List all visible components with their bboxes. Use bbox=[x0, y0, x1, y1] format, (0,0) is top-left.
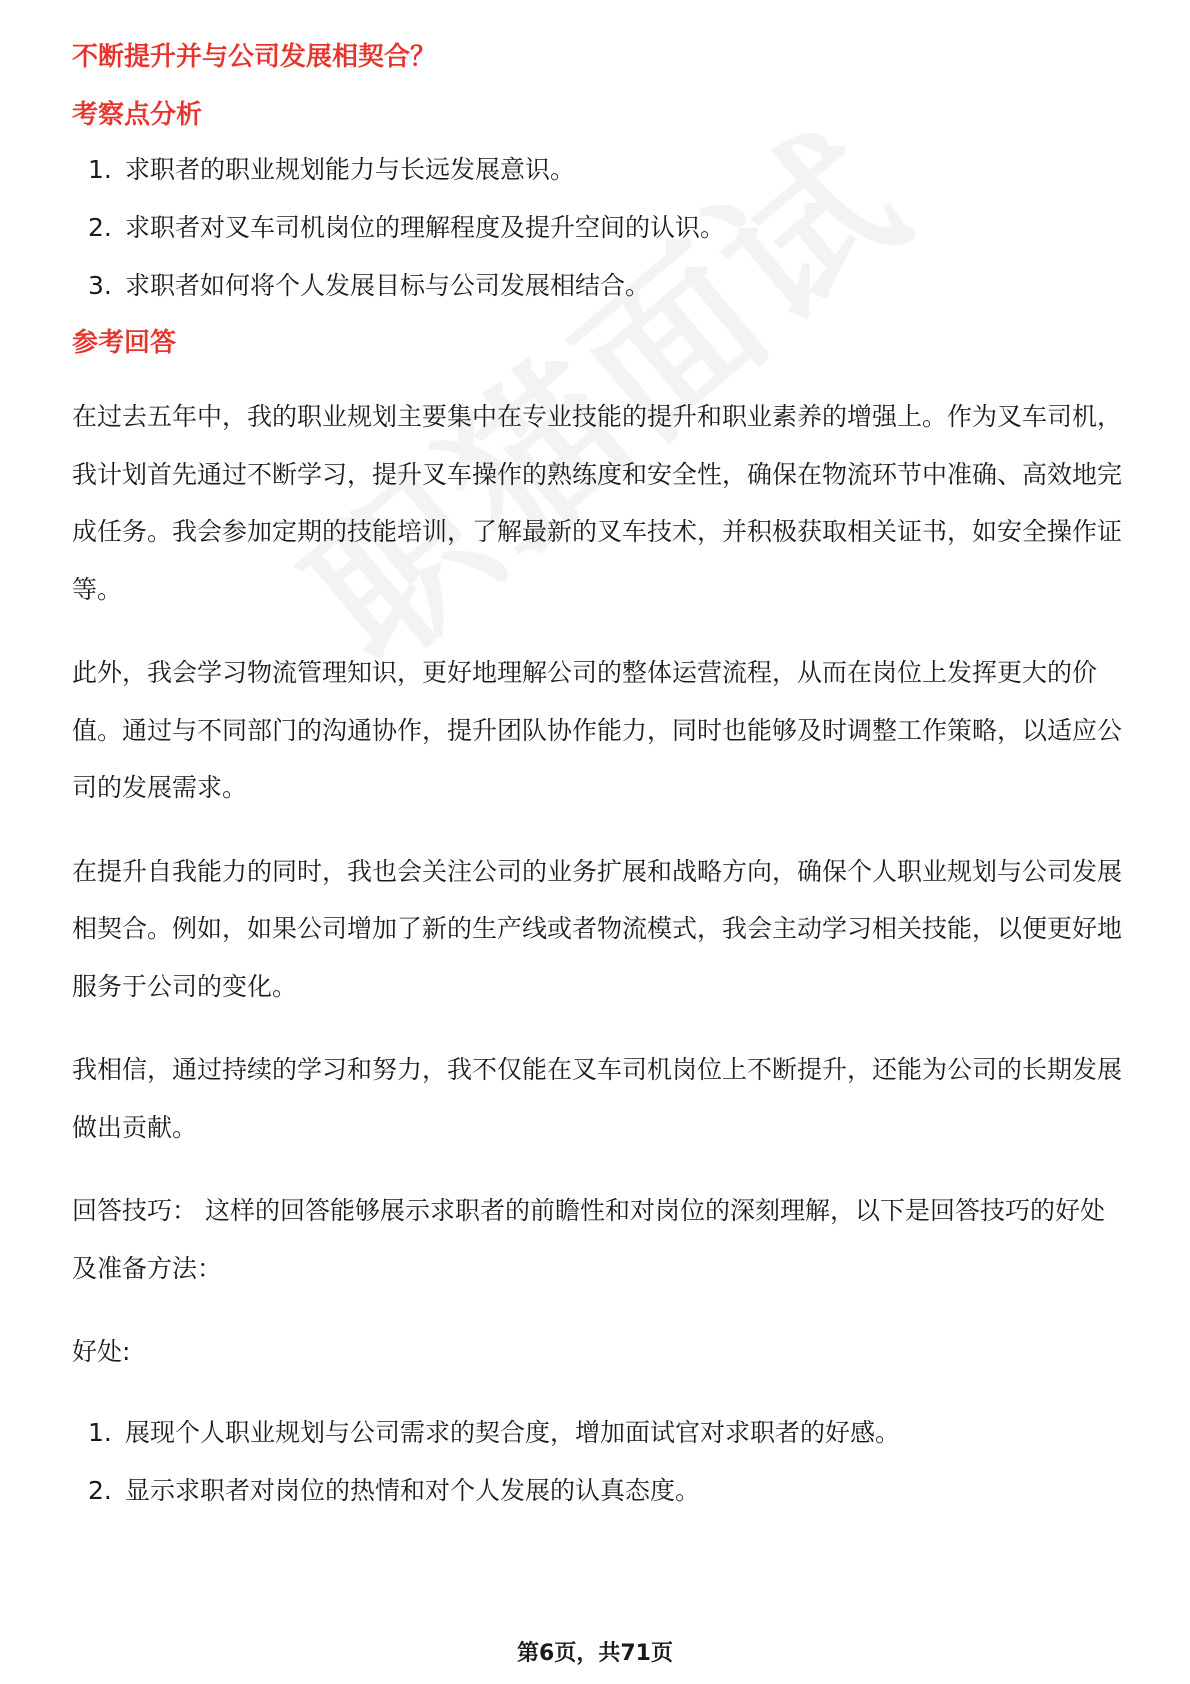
list-item: 2. 显示求职者对岗位的热情和对个人发展的认真态度。 bbox=[88, 1475, 701, 1505]
list-item: 1. 求职者的职业规划能力与长远发展意识。 bbox=[88, 155, 576, 184]
content bbox=[72, 38, 1122, 1529]
tips-intro: 回答技巧： 这样的回答能够展示求职者的前瞻性和对岗位的深刻理解，以下是回答技巧的好处及准备方法： bbox=[72, 1196, 1105, 1283]
analysis-item-2: 求职者对叉车司机岗位的理解程度及提升空间的认识。 bbox=[125, 213, 726, 242]
analysis-item-3: 求职者如何将个人发展目标与公司发展相结合。 bbox=[125, 271, 651, 300]
question-title-tail: 不断提升并与公司发展相契合？ bbox=[72, 42, 437, 72]
answer-paragraph-1: 在过去五年中，我的职业规划主要集中在专业技能的提升和职业素养的增强上。作为叉车司机，我计划首先通过不断学习，提升叉车操作的熟练度和安全性，确保在物流环节中准确、高效地完成任务。我会参加定期的技能培训，了解最新的叉车技术，并积极获取相关证书，如安全操作证等。 bbox=[72, 402, 1123, 604]
list-item: 2. 求职者对叉车司机岗位的理解程度及提升空间的认识。 bbox=[88, 213, 726, 242]
analysis-title: 考察点分析 bbox=[72, 100, 203, 130]
benefit-item-2: 显示求职者对岗位的热情和对个人发展的认真态度。 bbox=[125, 1475, 701, 1505]
answer-paragraph-2: 此外，我会学习物流管理知识，更好地理解公司的整体运营流程，从而在岗位上发挥更大的价值。通过与不同部门的沟通协作，提升团队协作能力，同时也能够及时调整工作策略，以适应公司的发展需求。 bbox=[72, 658, 1123, 802]
benefits-label: 好处: bbox=[72, 1337, 131, 1366]
answer-paragraph-3: 在提升自我能力的同时，我也会关注公司的业务扩展和战略方向，确保个人职业规划与公司发展相契合。例如，如果公司增加了新的生产线或者物流模式，我会主动学习相关技能，以便更好地服务于公司的变化。 bbox=[72, 856, 1123, 1001]
answer-title: 参考回答 bbox=[72, 328, 177, 358]
page-number: 第6页，共71页 bbox=[517, 1641, 673, 1666]
benefits-list bbox=[72, 1413, 1122, 1511]
analysis-item-1: 求职者的职业规划能力与长远发展意识。 bbox=[125, 155, 576, 184]
analysis-list bbox=[72, 150, 1122, 306]
list-item: 3. 求职者如何将个人发展目标与公司发展相结合。 bbox=[88, 271, 651, 300]
list-item: 1. 展现个人职业规划与公司需求的契合度，增加面试官对求职者的好感。 bbox=[88, 1417, 901, 1447]
benefit-item-1: 展现个人职业规划与公司需求的契合度，增加面试官对求职者的好感。 bbox=[125, 1417, 901, 1447]
answer-paragraph-4: 我相信，通过持续的学习和努力，我不仅能在叉车司机岗位上不断提升，还能为公司的长期发展做出贡献。 bbox=[72, 1055, 1123, 1142]
